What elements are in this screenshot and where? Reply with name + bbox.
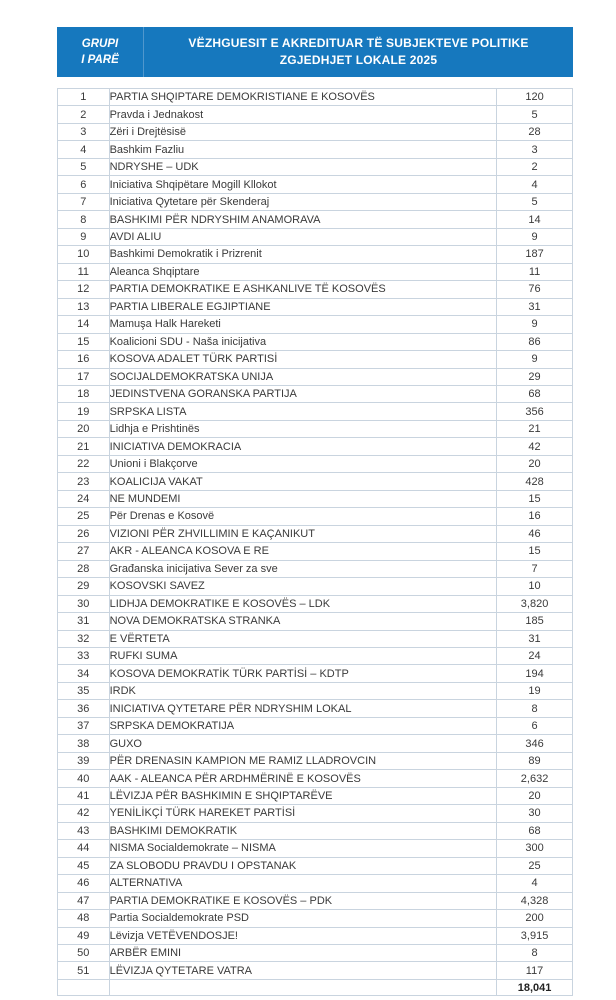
party-name: SRPSKA DEMOKRATIJA — [109, 717, 497, 734]
table-row — [58, 665, 573, 682]
party-name: Lidhja e Prishtinës — [109, 420, 497, 437]
row-number: 49 — [58, 927, 110, 944]
party-name: E VËRTETA — [109, 630, 497, 647]
table-row — [58, 333, 573, 350]
total-row-name-cell — [109, 980, 497, 996]
observer-count: 3 — [497, 141, 573, 158]
observer-count: 3,915 — [497, 927, 573, 944]
observer-count: 356 — [497, 403, 573, 420]
table-row — [58, 962, 573, 980]
observer-count: 46 — [497, 525, 573, 542]
table-row — [58, 613, 573, 630]
row-number: 15 — [58, 333, 110, 350]
party-name: GUXO — [109, 735, 497, 752]
observer-count: 9 — [497, 351, 573, 368]
table-row — [58, 787, 573, 804]
party-name: Pravda i Jednakost — [109, 106, 497, 123]
observer-count: 21 — [497, 420, 573, 437]
table-row — [58, 560, 573, 577]
observer-count: 2 — [497, 158, 573, 175]
observer-count: 117 — [497, 962, 573, 980]
party-name: SOCIJALDEMOKRATSKA UNIJA — [109, 368, 497, 385]
observer-count: 20 — [497, 455, 573, 472]
party-name: JEDINSTVENA GORANSKA PARTIJA — [109, 385, 497, 402]
observer-count: 4 — [497, 875, 573, 892]
party-name: PARTIA DEMOKRATIKE E KOSOVËS – PDK — [109, 892, 497, 909]
row-number: 40 — [58, 770, 110, 787]
row-number: 1 — [58, 89, 110, 106]
observer-count: 28 — [497, 123, 573, 140]
observer-count: 86 — [497, 333, 573, 350]
party-name: Aleanca Shqiptare — [109, 263, 497, 280]
table-row — [58, 700, 573, 717]
group-label-line2: I PARË — [81, 54, 119, 66]
row-number: 33 — [58, 648, 110, 665]
party-name: KOALICIJA VAKAT — [109, 473, 497, 490]
table-row — [58, 508, 573, 525]
table-row — [58, 385, 573, 402]
row-number: 31 — [58, 613, 110, 630]
party-name: INICIATIVA DEMOKRACIA — [109, 438, 497, 455]
table-row — [58, 298, 573, 315]
table-row — [58, 263, 573, 280]
table-row — [58, 630, 573, 647]
party-name: KOSOVA DEMOKRATİK TÜRK PARTİSİ – KDTP — [109, 665, 497, 682]
table-row — [58, 805, 573, 822]
observer-count: 7 — [497, 560, 573, 577]
party-name: AVDI ALIU — [109, 228, 497, 245]
party-name: Bashkim Fazliu — [109, 141, 497, 158]
row-number: 13 — [58, 298, 110, 315]
party-name: KOSOVA ADALET TÜRK PARTISİ — [109, 351, 497, 368]
table-row — [58, 281, 573, 298]
party-name: YENİLİKÇİ TÜRK HAREKET PARTİSİ — [109, 805, 497, 822]
row-number: 39 — [58, 752, 110, 769]
party-name: Bashkimi Demokratik i Prizrenit — [109, 246, 497, 263]
observer-count: 187 — [497, 246, 573, 263]
table-row — [58, 543, 573, 560]
table-row — [58, 246, 573, 263]
table-row — [58, 578, 573, 595]
row-number: 44 — [58, 840, 110, 857]
observer-count: 8 — [497, 700, 573, 717]
observer-count: 300 — [497, 840, 573, 857]
table-row — [58, 875, 573, 892]
observer-count: 29 — [497, 368, 573, 385]
table-row — [58, 525, 573, 542]
row-number: 51 — [58, 962, 110, 980]
party-name: BASHKIMI DEMOKRATIK — [109, 822, 497, 839]
party-name: Unioni i Blakçorve — [109, 455, 497, 472]
table-row — [58, 316, 573, 333]
observer-count: 6 — [497, 717, 573, 734]
row-number: 37 — [58, 717, 110, 734]
observer-table-container — [57, 88, 573, 996]
row-number: 26 — [58, 525, 110, 542]
row-number: 35 — [58, 682, 110, 699]
table-row — [58, 857, 573, 874]
page-title — [144, 27, 573, 77]
observer-count: 14 — [497, 211, 573, 228]
observer-count: 76 — [497, 281, 573, 298]
party-name: LËVIZJA PËR BASHKIMIN E SHQIPTARËVE — [109, 787, 497, 804]
row-number: 24 — [58, 490, 110, 507]
observer-count: 4 — [497, 176, 573, 193]
row-number: 9 — [58, 228, 110, 245]
table-row — [58, 193, 573, 210]
row-number: 32 — [58, 630, 110, 647]
party-name: Koalicioni SDU - Naša inicijativa — [109, 333, 497, 350]
party-name: KOSOVSKI SAVEZ — [109, 578, 497, 595]
table-row — [58, 648, 573, 665]
observer-count: 15 — [497, 490, 573, 507]
observer-count: 120 — [497, 89, 573, 106]
observer-count: 5 — [497, 106, 573, 123]
party-name: PËR DRENASIN KAMPION ME RAMIZ LLADROVCIN — [109, 752, 497, 769]
party-name: Partia Socialdemokrate PSD — [109, 910, 497, 927]
observer-count: 8 — [497, 944, 573, 961]
observer-count: 19 — [497, 682, 573, 699]
party-name: RUFKI SUMA — [109, 648, 497, 665]
table-row — [58, 717, 573, 734]
table-row — [58, 420, 573, 437]
observer-count: 89 — [497, 752, 573, 769]
row-number: 47 — [58, 892, 110, 909]
party-name: AKR - ALEANCA KOSOVA E RE — [109, 543, 497, 560]
row-number: 30 — [58, 595, 110, 612]
group-label — [57, 27, 144, 77]
party-name: LIDHJA DEMOKRATIKE E KOSOVËS – LDK — [109, 595, 497, 612]
party-name: Për Drenas e Kosovë — [109, 508, 497, 525]
row-number: 27 — [58, 543, 110, 560]
row-number: 41 — [58, 787, 110, 804]
row-number: 43 — [58, 822, 110, 839]
table-row — [58, 141, 573, 158]
row-number: 50 — [58, 944, 110, 961]
total-row-number-cell — [58, 980, 110, 996]
table-row — [58, 123, 573, 140]
row-number: 25 — [58, 508, 110, 525]
row-number: 16 — [58, 351, 110, 368]
row-number: 2 — [58, 106, 110, 123]
table-row — [58, 595, 573, 612]
row-number: 38 — [58, 735, 110, 752]
row-number: 10 — [58, 246, 110, 263]
party-name: PARTIA SHQIPTARE DEMOKRISTIANE E KOSOVËS — [109, 89, 497, 106]
row-number: 7 — [58, 193, 110, 210]
row-number: 46 — [58, 875, 110, 892]
table-row — [58, 944, 573, 961]
row-number: 14 — [58, 316, 110, 333]
header-banner — [57, 27, 573, 77]
party-name: PARTIA LIBERALE EGJIPTIANE — [109, 298, 497, 315]
table-row — [58, 752, 573, 769]
party-name: NDRYSHE – UDK — [109, 158, 497, 175]
observer-count: 20 — [497, 787, 573, 804]
party-name: ARBËR EMINI — [109, 944, 497, 961]
row-number: 17 — [58, 368, 110, 385]
table-row — [58, 473, 573, 490]
table-row — [58, 106, 573, 123]
total-count: 18,041 — [497, 980, 573, 996]
table-row — [58, 927, 573, 944]
party-name: ALTERNATIVA — [109, 875, 497, 892]
observer-count: 3,820 — [497, 595, 573, 612]
table-row — [58, 822, 573, 839]
observer-count: 15 — [497, 543, 573, 560]
party-name: Iniciativa Qytetare për Skenderaj — [109, 193, 497, 210]
row-number: 18 — [58, 385, 110, 402]
row-number: 19 — [58, 403, 110, 420]
group-label-line1: GRUPI — [81, 37, 119, 50]
row-number: 22 — [58, 455, 110, 472]
observer-count: 11 — [497, 263, 573, 280]
party-name: SRPSKA LISTA — [109, 403, 497, 420]
table-row — [58, 682, 573, 699]
observer-count: 9 — [497, 316, 573, 333]
row-number: 28 — [58, 560, 110, 577]
table-row — [58, 158, 573, 175]
party-name: Mamuşa Halk Hareketi — [109, 316, 497, 333]
observer-count: 25 — [497, 857, 573, 874]
row-number: 29 — [58, 578, 110, 595]
row-number: 45 — [58, 857, 110, 874]
observer-count: 31 — [497, 630, 573, 647]
row-number: 4 — [58, 141, 110, 158]
row-number: 23 — [58, 473, 110, 490]
page-title-line2: ZGJEDHJET LOKALE 2025 — [279, 53, 438, 67]
row-number: 8 — [58, 211, 110, 228]
observer-count: 194 — [497, 665, 573, 682]
observer-count: 200 — [497, 910, 573, 927]
row-number: 6 — [58, 176, 110, 193]
observer-count: 185 — [497, 613, 573, 630]
observer-table-footer — [58, 980, 573, 996]
table-row — [58, 770, 573, 787]
observer-count: 68 — [497, 385, 573, 402]
party-name: AAK - ALEANCA PËR ARDHMËRINË E KOSOVËS — [109, 770, 497, 787]
observer-count: 16 — [497, 508, 573, 525]
table-row — [58, 211, 573, 228]
total-row — [58, 980, 573, 996]
table-row — [58, 368, 573, 385]
party-name: ZA SLOBODU PRAVDU I OPSTANAK — [109, 857, 497, 874]
observer-count: 10 — [497, 578, 573, 595]
row-number: 48 — [58, 910, 110, 927]
table-row — [58, 176, 573, 193]
observer-count: 428 — [497, 473, 573, 490]
observer-count: 68 — [497, 822, 573, 839]
party-name: Građanska inicijativa Sever za sve — [109, 560, 497, 577]
observer-count: 9 — [497, 228, 573, 245]
party-name: BASHKIMI PËR NDRYSHIM ANAMORAVA — [109, 211, 497, 228]
party-name: NOVA DEMOKRATSKA STRANKA — [109, 613, 497, 630]
party-name: INICIATIVA QYTETARE PËR NDRYSHIM LOKAL — [109, 700, 497, 717]
row-number: 36 — [58, 700, 110, 717]
observer-table-body — [58, 89, 573, 980]
party-name: IRDK — [109, 682, 497, 699]
observer-count: 4,328 — [497, 892, 573, 909]
party-name: NE MUNDEMI — [109, 490, 497, 507]
row-number: 3 — [58, 123, 110, 140]
observer-count: 24 — [497, 648, 573, 665]
page-title-line1: VËZHGUESIT E AKREDITUAR TË SUBJEKTEVE POLITIKE — [188, 35, 529, 50]
observer-count: 346 — [497, 735, 573, 752]
table-row — [58, 228, 573, 245]
table-row — [58, 840, 573, 857]
table-row — [58, 910, 573, 927]
table-row — [58, 403, 573, 420]
observer-count: 5 — [497, 193, 573, 210]
observer-count: 30 — [497, 805, 573, 822]
table-row — [58, 490, 573, 507]
table-row — [58, 351, 573, 368]
party-name: VIZIONI PËR ZHVILLIMIN E KAÇANIKUT — [109, 525, 497, 542]
row-number: 42 — [58, 805, 110, 822]
party-name: Iniciativa Shqipëtare Mogill Kllokot — [109, 176, 497, 193]
row-number: 11 — [58, 263, 110, 280]
row-number: 21 — [58, 438, 110, 455]
table-row — [58, 89, 573, 106]
table-row — [58, 892, 573, 909]
row-number: 5 — [58, 158, 110, 175]
table-row — [58, 438, 573, 455]
row-number: 34 — [58, 665, 110, 682]
party-name: PARTIA DEMOKRATIKE E ASHKANLIVE TË KOSOVËS — [109, 281, 497, 298]
row-number: 12 — [58, 281, 110, 298]
table-row — [58, 455, 573, 472]
table-row — [58, 735, 573, 752]
observer-count: 2,632 — [497, 770, 573, 787]
observer-table — [57, 88, 573, 996]
row-number: 20 — [58, 420, 110, 437]
party-name: NISMA Socialdemokrate – NISMA — [109, 840, 497, 857]
party-name: LËVIZJA QYTETARE VATRA — [109, 962, 497, 980]
observer-count: 42 — [497, 438, 573, 455]
party-name: Lëvizja VETËVENDOSJE! — [109, 927, 497, 944]
party-name: Zëri i Drejtësisë — [109, 123, 497, 140]
observer-count: 31 — [497, 298, 573, 315]
